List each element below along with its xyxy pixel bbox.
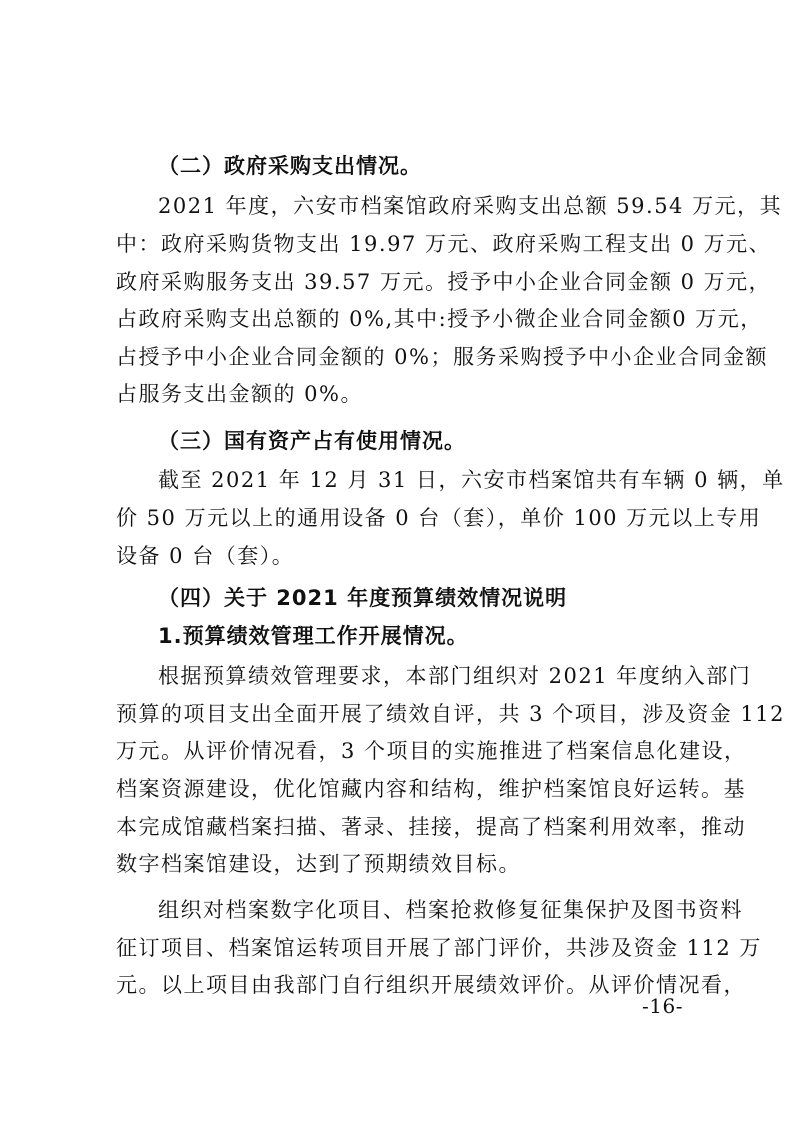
paragraph-line: 万元。从评价情况看，3 个项目的实施推进了档案信息化建设， <box>116 739 747 763</box>
paragraph-line: 占政府采购支出总额的 0%,其中:授予小微企业合同金额0 万元， <box>116 307 763 331</box>
paragraph-line: 占服务支出金额的 0%。 <box>116 382 363 406</box>
section-heading-performance: （四）关于 2021 年度预算绩效情况说明 <box>158 586 568 610</box>
paragraph-line: 2021 年度，六安市档案馆政府采购支出总额 59.54 万元，其 <box>158 194 783 218</box>
paragraph-line: 根据预算绩效管理要求，本部门组织对 2021 年度纳入部门 <box>158 664 752 688</box>
paragraph-line: 档案资源建设，优化馆藏内容和结构，维护档案馆良好运转。基 <box>116 777 746 801</box>
paragraph-line: 组织对档案数字化项目、档案抢救修复征集保护及图书资料 <box>158 898 743 922</box>
paragraph-line: 数字档案馆建设，达到了预期绩效目标。 <box>116 852 521 876</box>
paragraph-line: 预算的项目支出全面开展了绩效自评，共 3 个项目，涉及资金 112 <box>116 702 785 726</box>
section-heading-assets: （三）国有资产占有使用情况。 <box>158 429 466 453</box>
paragraph-line: 征订项目、档案馆运转项目开展了部门评价，共涉及资金 112 万 <box>116 936 762 960</box>
paragraph-line: 本完成馆藏档案扫描、著录、挂接，提高了档案利用效率，推动 <box>116 815 746 839</box>
subsection-heading: 1.预算绩效管理工作开展情况。 <box>158 624 469 648</box>
paragraph-line: 占授予中小企业合同金额的 0%；服务采购授予中小企业合同金额 <box>116 345 768 369</box>
paragraph-line: 设备 0 台（套）。 <box>116 544 295 568</box>
paragraph-line: 截至 2021 年 12 月 31 日，六安市档案馆共有车辆 0 辆，单 <box>158 468 785 492</box>
section-heading-procurement: （二）政府采购支出情况。 <box>158 154 422 178</box>
paragraph-line: 元。以上项目由我部门自行组织开展绩效评价。从评价情况看， <box>116 973 746 997</box>
paragraph-line: 政府采购服务支出 39.57 万元。授予中小企业合同金额 0 万元， <box>116 270 772 294</box>
page-number: -16- <box>642 994 683 1018</box>
paragraph-line: 中：政府采购货物支出 19.97 万元、政府采购工程支出 0 万元、 <box>116 232 772 256</box>
paragraph-line: 价 50 万元以上的通用设备 0 台（套），单价 100 万元以上专用 <box>116 506 762 530</box>
